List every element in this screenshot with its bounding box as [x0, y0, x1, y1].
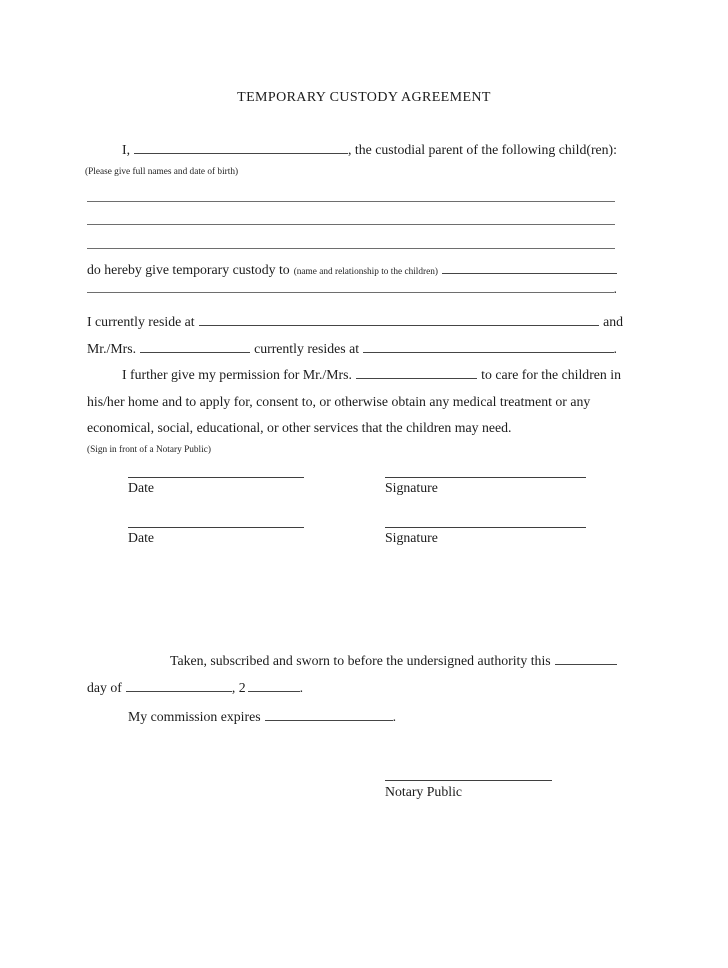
- intro-pre-text: I,: [122, 142, 131, 157]
- children-names-line-3: [87, 248, 615, 249]
- custody-note-text: (name and relationship to the children): [293, 267, 438, 277]
- custody-period: .: [613, 281, 617, 296]
- day-number-blank: [555, 653, 617, 665]
- custodial-address-blank: [199, 314, 599, 326]
- residence-period: .: [613, 341, 617, 356]
- caretaker-name-blank: [356, 367, 477, 379]
- signature-line-1: [385, 477, 586, 478]
- date-block-1: [128, 477, 304, 497]
- signature-block-1: [385, 477, 586, 497]
- custodian-continuation-blank: [87, 281, 614, 293]
- full-names-note: (Please give full names and date of birth): [85, 167, 239, 177]
- sworn-period: .: [299, 680, 304, 695]
- reside-pre-text: I currently reside at: [87, 314, 195, 329]
- custodian-name-blank-2: [140, 341, 250, 353]
- commission-date-blank: [265, 709, 393, 721]
- custody-grant-line: [87, 262, 617, 279]
- sworn-text: Taken, subscribed and sworn to before the undersigned authority this: [170, 653, 551, 668]
- permission-line-3: economical, social, educational, or other services that the children may need.: [87, 420, 512, 435]
- custodian-residence-line: [87, 341, 617, 358]
- date-label-1: Date: [128, 480, 155, 495]
- reside-post-text: and: [603, 314, 623, 329]
- commission-pre-text: My commission expires: [128, 709, 261, 724]
- notary-block: [385, 780, 552, 801]
- signature-line-2: [385, 527, 586, 528]
- permission-pre-text: I further give my permission for Mr./Mrs.: [122, 367, 352, 382]
- date-line-2: [128, 527, 304, 528]
- sign-in-front-note: (Sign in front of a Notary Public): [87, 445, 211, 455]
- signature-block-2: [385, 527, 586, 547]
- children-names-line-2: [87, 224, 615, 225]
- children-names-line-1: [87, 201, 615, 202]
- signature-label-1: Signature: [385, 480, 438, 495]
- custody-lead-text: do hereby give temporary custody to: [87, 262, 290, 277]
- permission-line-2: his/her home and to apply for, consent to, or otherwise obtain any medical treatment or any: [87, 394, 591, 409]
- sworn-line-2: [87, 680, 617, 697]
- notary-signature-line: [385, 780, 552, 781]
- indent-spacer: [87, 153, 122, 154]
- permission-line-1: [87, 367, 621, 384]
- year-prefix-text: , 2: [231, 680, 246, 695]
- sworn-line-1: [87, 653, 617, 670]
- custodian-name-blank: [442, 262, 617, 274]
- custody-grant-continuation-line: [87, 281, 617, 298]
- indent-spacer: [87, 664, 170, 665]
- commission-line: [128, 709, 528, 726]
- signature-row-2: [128, 527, 588, 567]
- day-of-text: day of: [87, 680, 122, 695]
- date-label-2: Date: [128, 530, 155, 545]
- resides-mid-text: currently resides at: [254, 341, 360, 356]
- mr-mrs-text: Mr./Mrs.: [87, 341, 137, 356]
- custodian-address-blank: [363, 341, 614, 353]
- month-blank: [126, 680, 232, 692]
- intro-post-text: , the custodial parent of the following child(ren):: [348, 142, 617, 157]
- date-line-1: [128, 477, 304, 478]
- signature-label-2: Signature: [385, 530, 438, 545]
- year-blank: [248, 680, 300, 692]
- custodial-parent-name-blank: [134, 142, 348, 154]
- intro-paragraph: [87, 142, 617, 159]
- page-title: TEMPORARY CUSTODY AGREEMENT: [237, 90, 491, 105]
- reside-line: [87, 314, 623, 331]
- date-block-2: [128, 527, 304, 547]
- signature-row-1: [128, 477, 588, 517]
- permission-post-text: to care for the children in: [481, 367, 621, 382]
- commission-period: .: [392, 709, 397, 724]
- indent-spacer: [87, 378, 122, 379]
- notary-label: Notary Public: [385, 784, 463, 799]
